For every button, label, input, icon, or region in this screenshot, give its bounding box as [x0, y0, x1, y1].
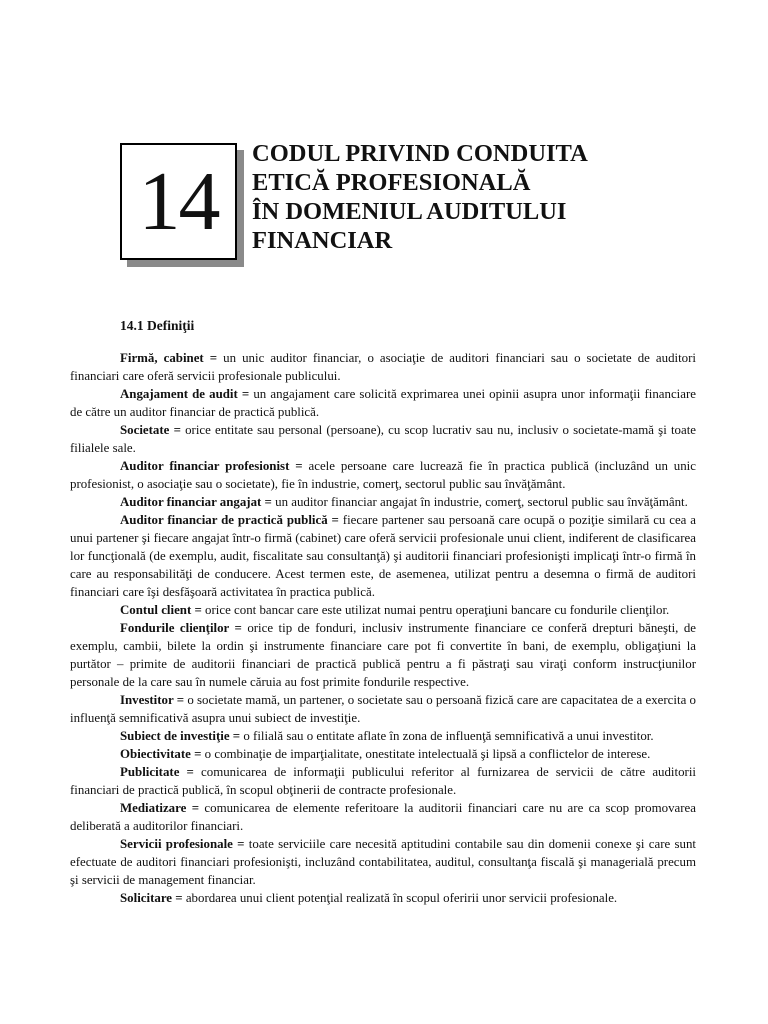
definition-subiect-de-investitie — [70, 727, 696, 745]
definition-mediatizare — [70, 799, 696, 835]
definition-term: Auditor financiar profesionist = — [120, 459, 303, 473]
chapter-number-box — [120, 143, 237, 260]
definition-text: comunicarea de elemente referitoare la auditorii financiari care nu are ca scop promovarea deliberată a auditorilor financiari. — [70, 801, 696, 833]
definition-obiectivitate — [70, 745, 696, 763]
chapter-title-line: ÎN DOMENIUL AUDITULUI — [252, 198, 567, 225]
definition-term: Firmă, cabinet = — [120, 351, 218, 365]
definition-term: Angajament de audit = — [120, 387, 250, 401]
definition-text: un angajament care solicită exprimarea unei opinii asupra unor informaţii financiare de către un auditor financiar de practică publică. — [70, 387, 697, 419]
definition-text: orice entitate sau personal (persoane), cu scop lucrativ sau nu, inclusiv o societate-mamă şi toate filialele sale. — [70, 423, 696, 455]
definition-term: Obiectivitate = — [120, 747, 202, 761]
definition-text: orice cont bancar care este utilizat numai pentru operaţiuni bancare cu fondurile clienţilor. — [201, 603, 670, 617]
definition-term: Investitor = — [120, 693, 185, 707]
definition-auditor-angajat — [70, 493, 696, 511]
definition-term: Contul client = — [120, 603, 202, 617]
definition-societate — [70, 421, 696, 457]
chapter-title-line: FINANCIAR — [252, 227, 393, 254]
chapter-title — [252, 139, 672, 255]
definition-text: acele persoane care lucrează fie în practica publică (incluzând un unic profesionist, o asociaţie sau o societate), fie în industrie, comerţ, sectorul public sau învăţământ. — [70, 459, 696, 491]
chapter-number: 14 — [138, 154, 219, 248]
definition-text: toate serviciile care necesită aptitudini contabile sau din domenii conexe şi care sunt efectuate de auditori financiari profesionişti, incluzând contabilitatea, auditul, consultanţa fiscală şi managerială precum şi servicii de management financiar. — [70, 837, 696, 887]
definition-text: o filială sau o entitate aflate în zona de influenţă semnificativă a unui investitor. — [240, 729, 654, 743]
definition-fondurile-clientilor — [70, 619, 696, 691]
definition-servicii-profesionale — [70, 835, 696, 889]
definition-solicitare — [70, 889, 696, 907]
definition-term: Servicii profesionale = — [120, 837, 245, 851]
definition-term: Subiect de investiţie = — [120, 729, 241, 743]
definition-term: Auditor financiar angajat = — [120, 495, 272, 509]
definitions-list — [70, 349, 696, 907]
definition-text: comunicarea de informaţii publicului referitor al furnizarea de servicii de către auditorii financiari de practică publică, în scopul obţinerii de contracte profesionale. — [70, 765, 696, 797]
definition-publicitate — [70, 763, 696, 799]
definition-text: un unic auditor financiar, o asociaţie de auditori financiari sau o societate de auditori financiari care oferă servicii profesionale publicului. — [70, 351, 696, 383]
definition-text: o combinaţie de imparţialitate, onestitate intelectuală şi lipsă a conflictelor de interese. — [201, 747, 651, 761]
definition-investitor — [70, 691, 696, 727]
definition-text: o societate mamă, un partener, o societate sau o persoană fizică care are capacitatea de a exercita o influenţă semnificativă asupra unui subiect de investiţie. — [70, 693, 696, 725]
definition-term: Solicitare = — [120, 891, 183, 905]
definition-angajament-de-audit — [70, 385, 696, 421]
definition-text: fiecare partener sau persoană care ocupă o poziţie similară cu cea a unui partener şi fiecare angajat într-o firmă (cabinet) care oferă servicii profesionale unui client, indiferent de clasificarea lor funcţională (de exemplu, audit, fiscalitate sau consultanţă) şi auditorii financiari profesionişti implicaţi într-o firmă în care au responsabilităţi de conducere. Acest termen este, de asemenea, utilizat pentru a desemna o firmă de auditori financiari care îşi desfăşoară activitatea în practica publică. — [70, 513, 697, 599]
chapter-title-line: ETICĂ PROFESIONALĂ — [252, 169, 531, 196]
definition-text: orice tip de fonduri, inclusiv instrumente financiare ce conferă drepturi băneşti, de exemplu, cambii, bilete la ordin şi instrumente financiare care pot fi convertite în bani, de exemplu, obligaţiuni la purtător – primite de auditorii financiari de practică publică pentru a fi păstraţi sau viraţi conform instrucţiunilor personale de la care sau în numele căruia au fost primite fondurile respective. — [70, 621, 697, 689]
definition-term: Societate = — [120, 423, 181, 437]
definition-text: abordarea unui client potenţial realizată în scopul oferirii unor servicii profesionale. — [182, 891, 618, 905]
definition-term: Publicitate = — [120, 765, 194, 779]
definition-term: Mediatizare = — [120, 801, 200, 815]
definition-auditor-practica-publica — [70, 511, 696, 601]
definition-contul-client — [70, 601, 696, 619]
definition-term: Auditor financiar de practică publică = — [120, 513, 339, 527]
definition-firma — [70, 349, 696, 385]
definition-term: Fondurile clienţilor = — [120, 621, 242, 635]
chapter-title-line: CODUL PRIVIND CONDUITA — [252, 140, 588, 167]
section-heading: 14.1 Definiţii — [120, 318, 195, 333]
definition-auditor-profesionist — [70, 457, 696, 493]
definition-text: un auditor financiar angajat în industrie, comerţ, sectorul public sau învăţământ. — [271, 495, 688, 509]
